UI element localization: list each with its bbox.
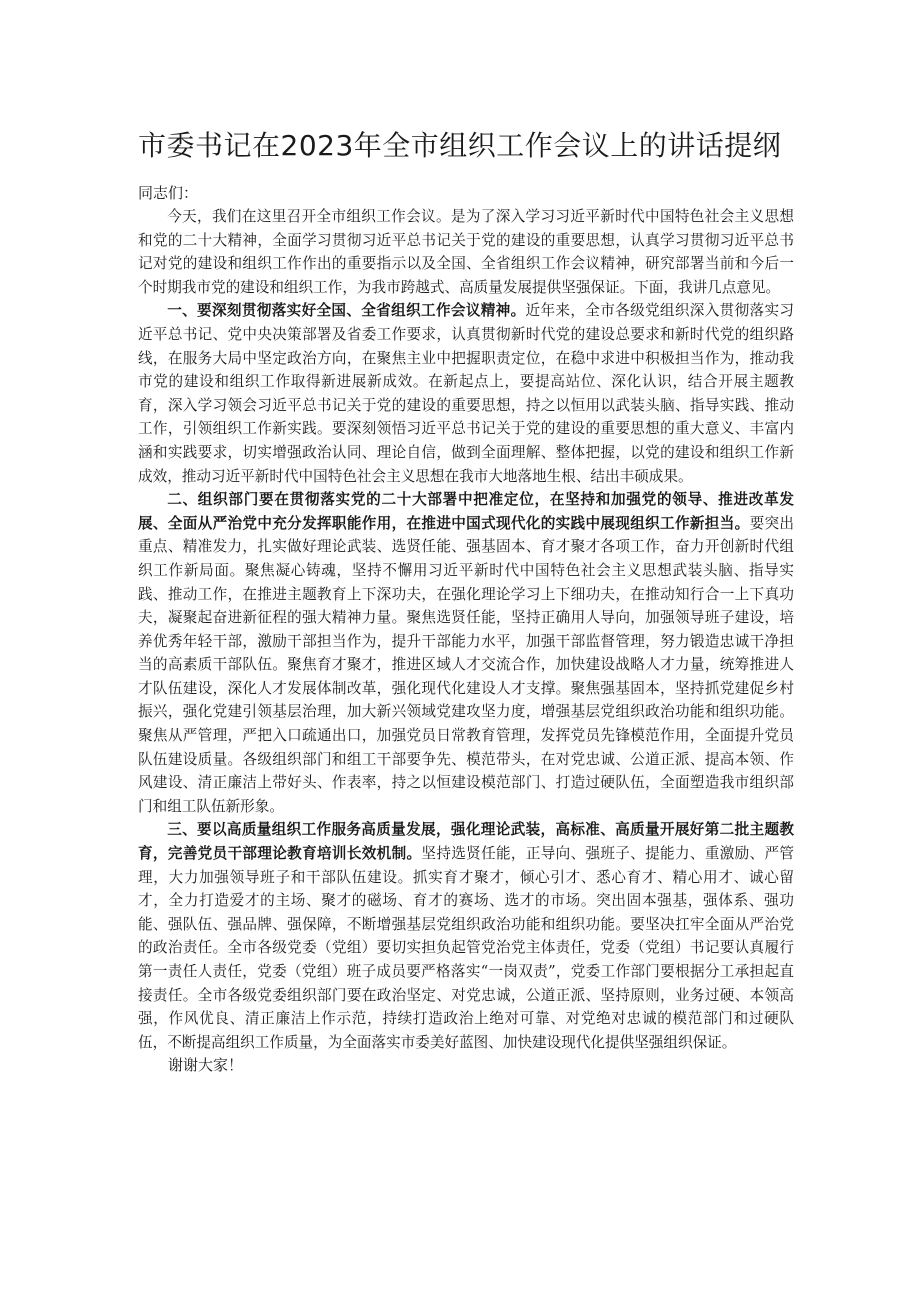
section-1-lead: 一、要深刻贯彻落实好全国、全省组织工作会议精神。 [167, 302, 526, 320]
closing-line: 谢谢大家！ [168, 1056, 244, 1075]
section-3-paragraph [138, 818, 794, 1054]
section-2-body: 要突出重点、精准发力，扎实做好理论武装、选贤任能、强基固本、育才聚才各项工作，奋力开创新时代组织工作新局面。聚焦凝心铸魂，坚持不懈用习近平新时代中国特色社会主义思想武装头脑、指导实践、推动工作，在推进主题教育上下深功夫，在强化理论学习上下细功夫，在推动知行合一上下真功夫，凝聚起奋进新征程的强大精神力量。聚焦选贤任能，坚持正确用人导向，加强领导班子建设，培养优秀年轻干部，激励干部担当作为，提升干部能力水平，加强干部监督管理，努力锻造忠诚干净担当的高素质干部队伍。聚焦育才聚才，推进区域人才交流合作，加快建设战略人才力量，统筹推进人才队伍建设，深化人才发展体制改革，强化现代化建设人才支撑。聚焦强基固本，坚持抓党建促乡村振兴，强化党建引领基层治理，加大新兴领域党建攻坚力度，增强基层党组织政治功能和组织功能。聚焦从严管理，严把入口疏通出口，加强党员日常教育管理，发挥党员先锋模范作用，全面提升党员队伍建设质量。各级组织部门和组工干部要争先、模范带头，在对党忠诚、公道正派、提高本领、作风建设、清正廉洁上带好头、作表率，持之以恒建设模范部门、打造过硬队伍，全面塑造我市组织部门和组工队伍新形象。 [138, 514, 794, 815]
section-3-lead: 三、要以高质量组织工作服务高质量发展，强化理论武装，高标准、高质量开展好第二批主题教育，完善党员干部理论教育培训长效机制。 [138, 821, 794, 863]
document-title: 市委书记在2023年全市组织工作会议上的讲话提纲 [138, 129, 782, 162]
section-1-paragraph [138, 299, 794, 488]
section-2-paragraph [138, 488, 794, 818]
section-1-body: 近年来，全市各级党组织深入贯彻落实习近平总书记、党中央决策部署及省委工作要求，认真贯彻新时代党的建设总要求和新时代党的组织路线，在服务大局中坚定政治方向，在聚焦主业中把握职责定位，在稳中求进中积极担当作为，推动我市党的建设和组织工作取得新进展新成效。在新起点上，要提高站位、深化认识，结合开展主题教育，深入学习领会习近平总书记关于党的建设的重要思想，持之以恒用以武装头脑、指导实践、推动工作，引领组织工作新实践。要深刻领悟习近平总书记关于党的建设的重要思想的重大意义、丰富内涵和实践要求，切实增强政治认同、理论自信，做到全面理解、整体把握，以党的建设和组织工作新成效，推动习近平新时代中国特色社会主义思想在我市大地落地生根、结出丰硕成果。 [138, 302, 794, 485]
section-2-lead: 二、组织部门要在贯彻落实党的二十大部署中把准定位，在坚持和加强党的领导、推进改革发展、全面从严治党中充分发挥职能作用，在推进中国式现代化的实践中展现组织工作新担当。 [138, 491, 794, 532]
section-3-body: 坚持选贤任能，正导向、强班子、提能力、重激励、严管理，大力加强领导班子和干部队伍建设。抓实育才聚才，倾心引才、悉心育才、精心用才、诚心留才，全力打造爱才的主场、聚才的磁场、育才的赛场、选才的市场。突出固本强基，强体系、强功能、强队伍、强品牌、强保障，不断增强基层党组织政治功能和组织功能。要坚决扛牢全面从严治党的政治责任。全市各级党委（党组）要切实担负起管党治党主体责任，党委（党组）书记要认真履行第一责任人责任，党委（党组）班子成员要严格落实“一岗双责”，党委工作部门要根据分工承担起直接责任。全市各级党委组织部门要在政治坚定、对党忠诚，公道正派、坚持原则，业务过硬、本领高强，作风优良、清正廉洁上作示范，持续打造政治上绝对可靠、对党绝对忠诚的模范部门和过硬队伍，不断提高组织工作质量，为全面落实市委美好蓝图、加快建设现代化提供坚强组织保证。 [138, 845, 794, 1051]
salutation: 同志们： [138, 184, 199, 202]
intro-paragraph: 今天，我们在这里召开全市组织工作会议。是为了深入学习习近平新时代中国特色社会主义思想和党的二十大精神，全面学习贯彻习近平总书记关于党的建设的重要思想，认真学习贯彻习近平总书记对党的建设和组织工作作出的重要指示以及全国、全省组织工作会议精神，研究部署当前和今后一个时期我市党的建设和组织工作，为我市跨越式、高质量发展提供坚强保证。下面，我讲几点意见。 [138, 208, 794, 296]
document-page [138, 126, 794, 1077]
